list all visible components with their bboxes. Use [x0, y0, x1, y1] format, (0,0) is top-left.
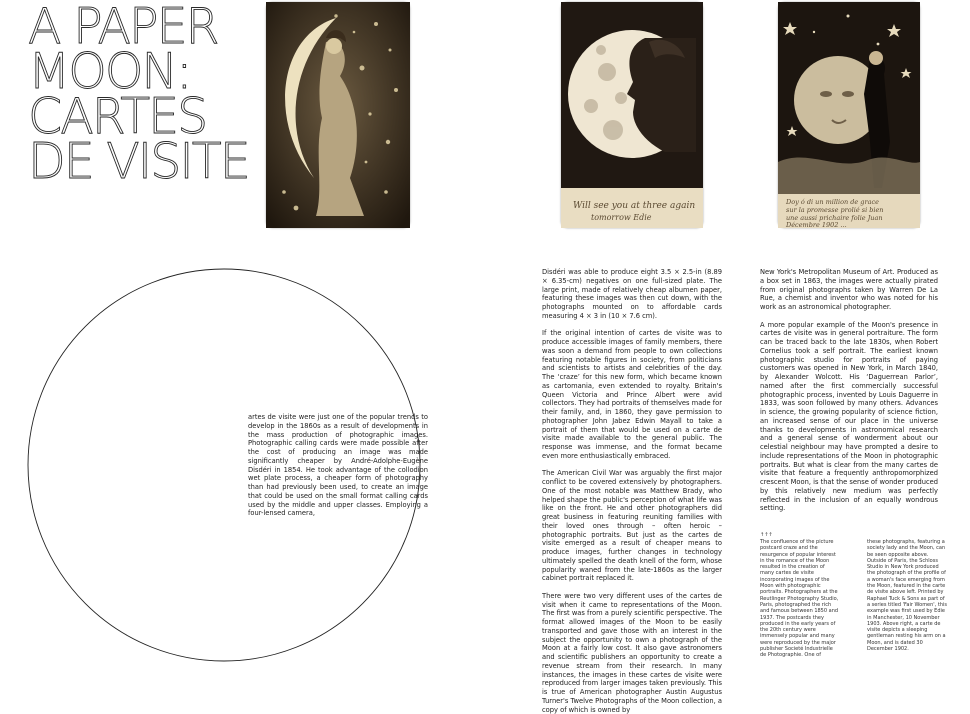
handwriting-line: Doy ó di un million de grace: [786, 198, 879, 206]
photo-lady-on-crescent-moon: [266, 2, 410, 228]
body-column-2: [542, 268, 722, 714]
title-line: A PAPER: [28, 0, 218, 55]
title-line: CARTES: [28, 88, 207, 145]
handwriting-line: Will see you at three again: [573, 201, 696, 211]
body-column-1: [248, 413, 428, 527]
paragraph: New York's Metropolitan Museum of Art. Produced as a box set in 1863, the images were actually pirated from original photographs taken by Warren De La Rue, a chemist and inventor who was noted for his work as an astronomical photographer.: [760, 268, 938, 311]
paragraph: There were two very different uses of the cartes de visit when it came to representations of the Moon. The first was from a purely scientific perspective. The format allowed images of the Moon to be easily transported and gave those with an interest in the subject the opportunity to own a photograph of the Moon at a fairly low cost. It also gave astronomers and scientific publishers an opportunity to create a revenue stream from their research. In many instances, the images in these cartes de visite were reproduced from larger images taken previously. This is true of American photographer Austin Augustus Turner's Twelve Photographs of the Moon collection, a copy of which is owned by: [542, 591, 722, 714]
handwriting-line: tomorrow Edie: [591, 213, 652, 222]
page-title: [28, 0, 249, 190]
title-line: MOON:: [28, 43, 191, 100]
paragraph: The American Civil War was arguably the first major conflict to be covered extensively by photographers. One of the most notable was Matthew Brady, who helped shape the public's perception of what life was like on the front. He and other photographers did great business in featuring reuniting families with their loved ones through – often heroic – photographic portraits. But just as the cartes de visite emerged as a result of cheaper means to produce images, further changes in technology ultimately spelled the death knell of the form, whose popularity waned from the late-1860s as the larger cabinet portrait replaced it.: [542, 469, 722, 583]
title-line: DE VISITE: [28, 133, 249, 190]
photo-woman-profile-moon: [561, 2, 703, 228]
caption-column-1: The confluence of the picture postcard craze and the resurgence of popular interest in the romance of the Moon resulted in the creation of many cartes de visite incorporating images of the Moon with photographic portraits. Photographers at the Reutlinger Photography Studio, Paris, photographed the rich and famous between 1850 and 1937. The postcards they produced in the early years of the 20th century were immensely popular and many were reproduced by the major publisher Societé Industrielle de Photographie. One of: [760, 539, 839, 659]
caption-arrows: ↑↑↑: [760, 532, 773, 538]
paragraph: A more popular example of the Moon's presence in cartes de visite was in general portraiture. The form can be traced back to the late 1830s, when Robert Cornelius took a self portrait. The earliest known photographic studio for portraits of paying customers was opened in New York, in March 1840, by Alexander Wolcott. His ‘Daguerrean Parlor’, named after the first commercially successful photographic process, invented by Louis Daguerre in 1833, was soon followed by many others. Advances in science, the growing popularity of science fiction, an increased sense of our place in the universe thanks to developments in astronomical research and a general sense of wonderment about our celestial neighbour may have prompted a desire to include representations of the Moon in photographic portraits. But what is clear from the many cartes de visite that feature a frequently anthropomorphized crescent Moon, is that the sense of wonder produced by this relatively new medium was perfectly reflected in the inclusion of an equally wondrous setting.: [760, 320, 938, 513]
handwriting-line: sur la promesse prolié si bien: [786, 206, 884, 214]
paragraph: If the original intention of cartes de visite was to produce accessible images of family members, there was soon a demand from people to own collections featuring notable figures in society, from politicians and scientists to artists and celebrities of the day. The ‘craze’ for this new form, which became known as cartomania, even extended to royalty. Britain's Queen Victoria and Prince Albert were avid collectors. They had portraits of themselves made for their family, and, in 1860, they gave permission to photographer John Jabez Edwin Mayall to take a portrait of them that would be used on a carte de visite made available to the general public. The response was immense, and the format became even more enthusiastically embraced.: [542, 329, 722, 460]
paragraph: Disdéri was able to produce eight 3.5 × 2.5-in (8.89 × 6.35-cm) negatives on one full-sized plate. The large print, made of relatively cheap albumen paper, featuring these images was then cut down, with the photographs mounted on to affordable cards measuring 4 × 3 in (10 × 7.6 cm).: [542, 268, 722, 320]
handwriting-line: Décembre 1902 ...: [786, 221, 847, 229]
photo-gentleman-moon-face: [778, 2, 920, 228]
handwriting-line: une aussi prichaire folie Juan: [786, 214, 883, 222]
paragraph: artes de visite were just one of the popular trends to develop in the 1860s as a result of developments in the mass production of photographic images. Photographic calling cards were made possible after the cost of producing an image was made significantly cheaper by André-Adolphe-Eugène Disdéri in 1854. He took advantage of the collodion wet plate process, a cheaper form of photography than had previously been used, to create an image that could be used on the small format calling cards used by the middle and upper classes. Employing a four-lensed camera,: [248, 413, 428, 518]
caption-column-2: these photographs, featuring a society lady and the Moon, can be seen opposite above. Outside of Paris, the Schloss Studio in New York produced the photograph of the profile of a woman's face emerging from the Moon, featured in the carte de visite above left. Printed by Raphael Tuck & Sons as part of a series titled 'Fair Women', this example was first used by Edie in Manchester, 10 November 1903. Above right, a carte de visite depicts a sleeping gentleman resting his arm on a Moon, and is dated 30 December 1902.: [867, 539, 947, 653]
body-column-3: [760, 268, 938, 522]
